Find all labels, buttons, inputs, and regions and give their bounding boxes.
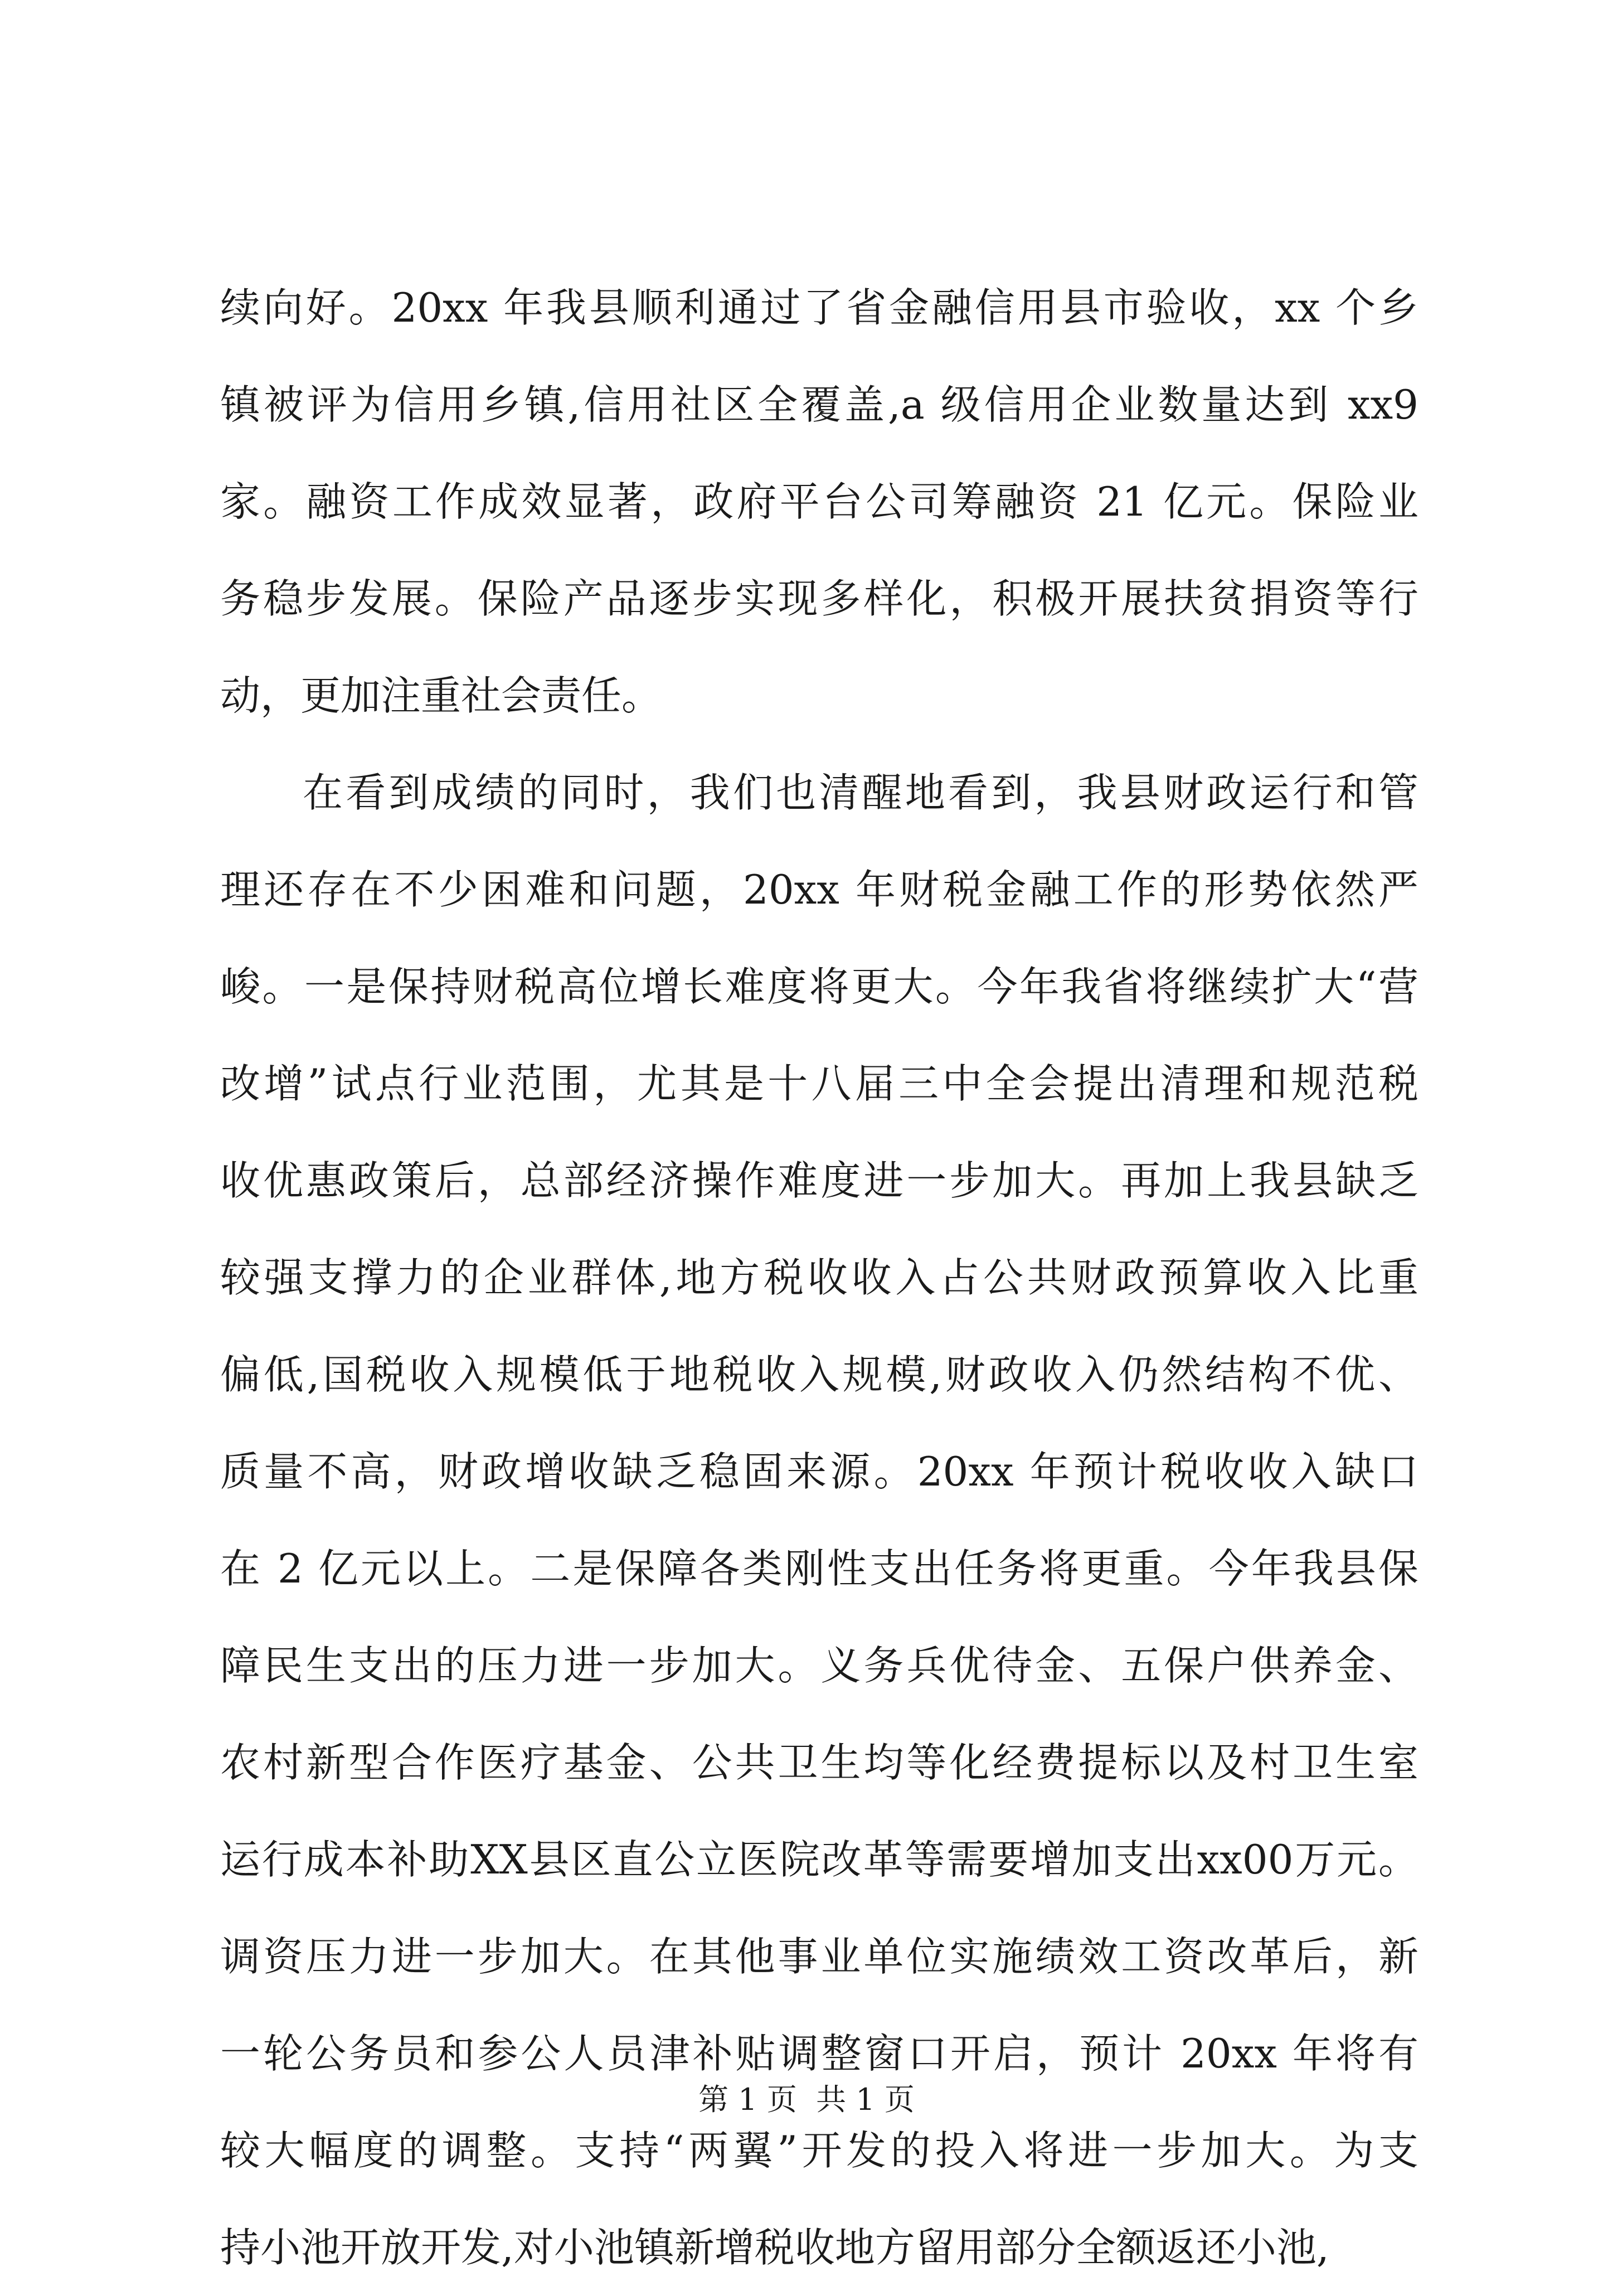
text-line: 偏低,国税收入规模低于地税收入规模,财政收入仍然结构不优、 [220, 1351, 1418, 1398]
text-line: 收优惠政策后，总部经济操作难度进一步加大。再加上我县缺乏 [220, 1157, 1418, 1204]
paragraph-1 [220, 259, 1418, 744]
page-footer: 第 1 页 共 1 页 [698, 2082, 915, 2117]
document-body [220, 259, 1418, 2296]
text-line: 质量不高，财政增收缺乏稳固来源。20xx 年预计税收收入缺口 [220, 1448, 1418, 1495]
text-line: 农村新型合作医疗基金、公共卫生均等化经费提标以及村卫生室 [220, 1739, 1418, 1786]
text-line: 镇被评为信用乡镇,信用社区全覆盖,a 级信用企业数量达到 xx9 [220, 381, 1418, 428]
text-line: 一轮公务员和参公人员津补贴调整窗口开启，预计 20xx 年将有 [220, 2030, 1418, 2077]
text-line: 持小池开放开发,对小池镇新增税收地方留用部分全额返还小池, [220, 2224, 1329, 2271]
text-line: 较大幅度的调整。支持“两翼”开发的投入将进一步加大。为支 [220, 2127, 1418, 2174]
text-line: 调资压力进一步加大。在其他事业单位实施绩效工资改革后，新 [220, 1933, 1418, 1980]
text-line: 障民生支出的压力进一步加大。义务兵优待金、五保户供养金、 [220, 1642, 1418, 1689]
text-line: 家。融资工作成效显著，政府平台公司筹融资 21 亿元。保险业 [220, 478, 1418, 525]
text-line: 改增”试点行业范围，尤其是十八届三中全会提出清理和规范税 [220, 1060, 1418, 1107]
text-line: 续向好。20xx 年我县顺利通过了省金融信用县市验收，xx 个乡 [220, 284, 1418, 331]
text-line: 理还存在不少困难和问题，20xx 年财税金融工作的形势依然严 [220, 866, 1418, 913]
text-line: 较强支撑力的企业群体,地方税收收入占公共财政预算收入比重 [220, 1254, 1418, 1301]
text-line: 动，更加注重社会责任。 [220, 672, 662, 719]
paragraph-2 [220, 744, 1418, 2296]
text-line: 在 2 亿元以上。二是保障各类刚性支出任务将更重。今年我县保 [220, 1545, 1418, 1592]
text-line: 在看到成绩的同时，我们也清醒地看到，我县财政运行和管 [303, 769, 1418, 816]
text-line: 峻。一是保持财税高位增长难度将更大。今年我省将继续扩大“营 [220, 963, 1418, 1010]
text-line: 运行成本补助XX县区直公立医院改革等需要增加支出xx00万元。 [220, 1836, 1418, 1883]
text-line: 务稳步发展。保险产品逐步实现多样化，积极开展扶贫捐资等行 [220, 575, 1418, 622]
